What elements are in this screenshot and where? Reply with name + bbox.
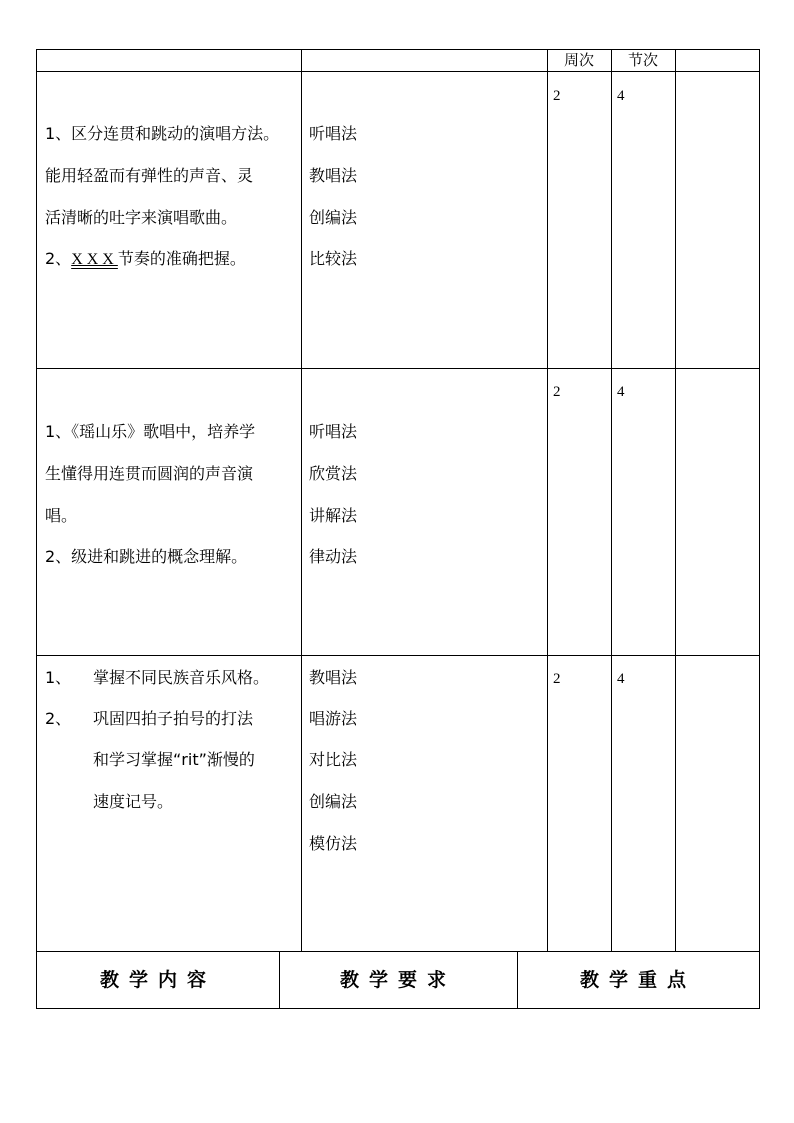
method-item: 模仿法 (309, 834, 358, 853)
column-divider (611, 50, 612, 951)
method-item: 对比法 (309, 750, 358, 769)
week-value: 2 (553, 384, 561, 400)
period-header: 节次 (627, 51, 658, 69)
week-header: 周次 (563, 51, 594, 69)
method-item: 听唱法 (309, 422, 358, 441)
requirement-line: 速度记号。 (93, 792, 174, 811)
table-footer (36, 952, 760, 1009)
footer-requirement-label: 教学要求 (339, 969, 456, 991)
requirement-line: 掌握不同民族音乐风格。 (93, 668, 270, 687)
lesson-table (36, 49, 760, 952)
requirement-line: 1、区分连贯和跳动的演唱方法。 (45, 124, 280, 143)
period-value: 4 (617, 671, 625, 687)
method-item: 欣赏法 (309, 464, 358, 483)
requirement-line-rhythm (45, 249, 246, 270)
footer-content-label: 教学内容 (99, 969, 216, 991)
requirement-item-number: 1、 (45, 668, 72, 687)
period-value: 4 (617, 88, 625, 104)
requirement-line: 巩固四拍子拍号的打法 (93, 709, 254, 728)
requirement-line: 2、级进和跳进的概念理解。 (45, 547, 248, 566)
row-divider (37, 71, 759, 72)
item-number: 2、 (45, 249, 72, 268)
requirement-line: 和学习掌握“rit”渐慢的 (93, 750, 255, 769)
requirement-line: 生懂得用连贯而圆润的声音演 (45, 464, 254, 483)
column-divider (301, 50, 302, 951)
footer-key-points-label: 教学重点 (579, 969, 696, 991)
week-value: 2 (553, 671, 561, 687)
method-item: 创编法 (309, 792, 358, 811)
column-divider (675, 50, 676, 951)
method-item: 教唱法 (309, 166, 358, 185)
method-item: 唱游法 (309, 709, 358, 728)
method-item: 律动法 (309, 547, 358, 566)
requirement-line: 能用轻盈而有弹性的声音、灵 (45, 166, 254, 185)
method-item: 讲解法 (309, 506, 358, 525)
requirement-item-number: 2、 (45, 709, 72, 728)
row-divider (37, 368, 759, 369)
rhythm-text: 节奏的准确把握。 (117, 249, 246, 268)
column-divider (547, 50, 548, 951)
method-item: 比较法 (309, 249, 358, 268)
requirement-line: 1、《瑶山乐》歌唱中，培养学 (45, 422, 256, 441)
row-divider (37, 655, 759, 656)
method-item: 教唱法 (309, 668, 358, 687)
method-item: 听唱法 (309, 124, 358, 143)
rhythm-notation: X X X (71, 251, 118, 268)
requirement-line: 唱。 (45, 506, 78, 525)
week-value: 2 (553, 88, 561, 104)
requirement-line: 活清晰的吐字来演唱歌曲。 (45, 208, 238, 227)
period-value: 4 (617, 384, 625, 400)
method-item: 创编法 (309, 208, 358, 227)
